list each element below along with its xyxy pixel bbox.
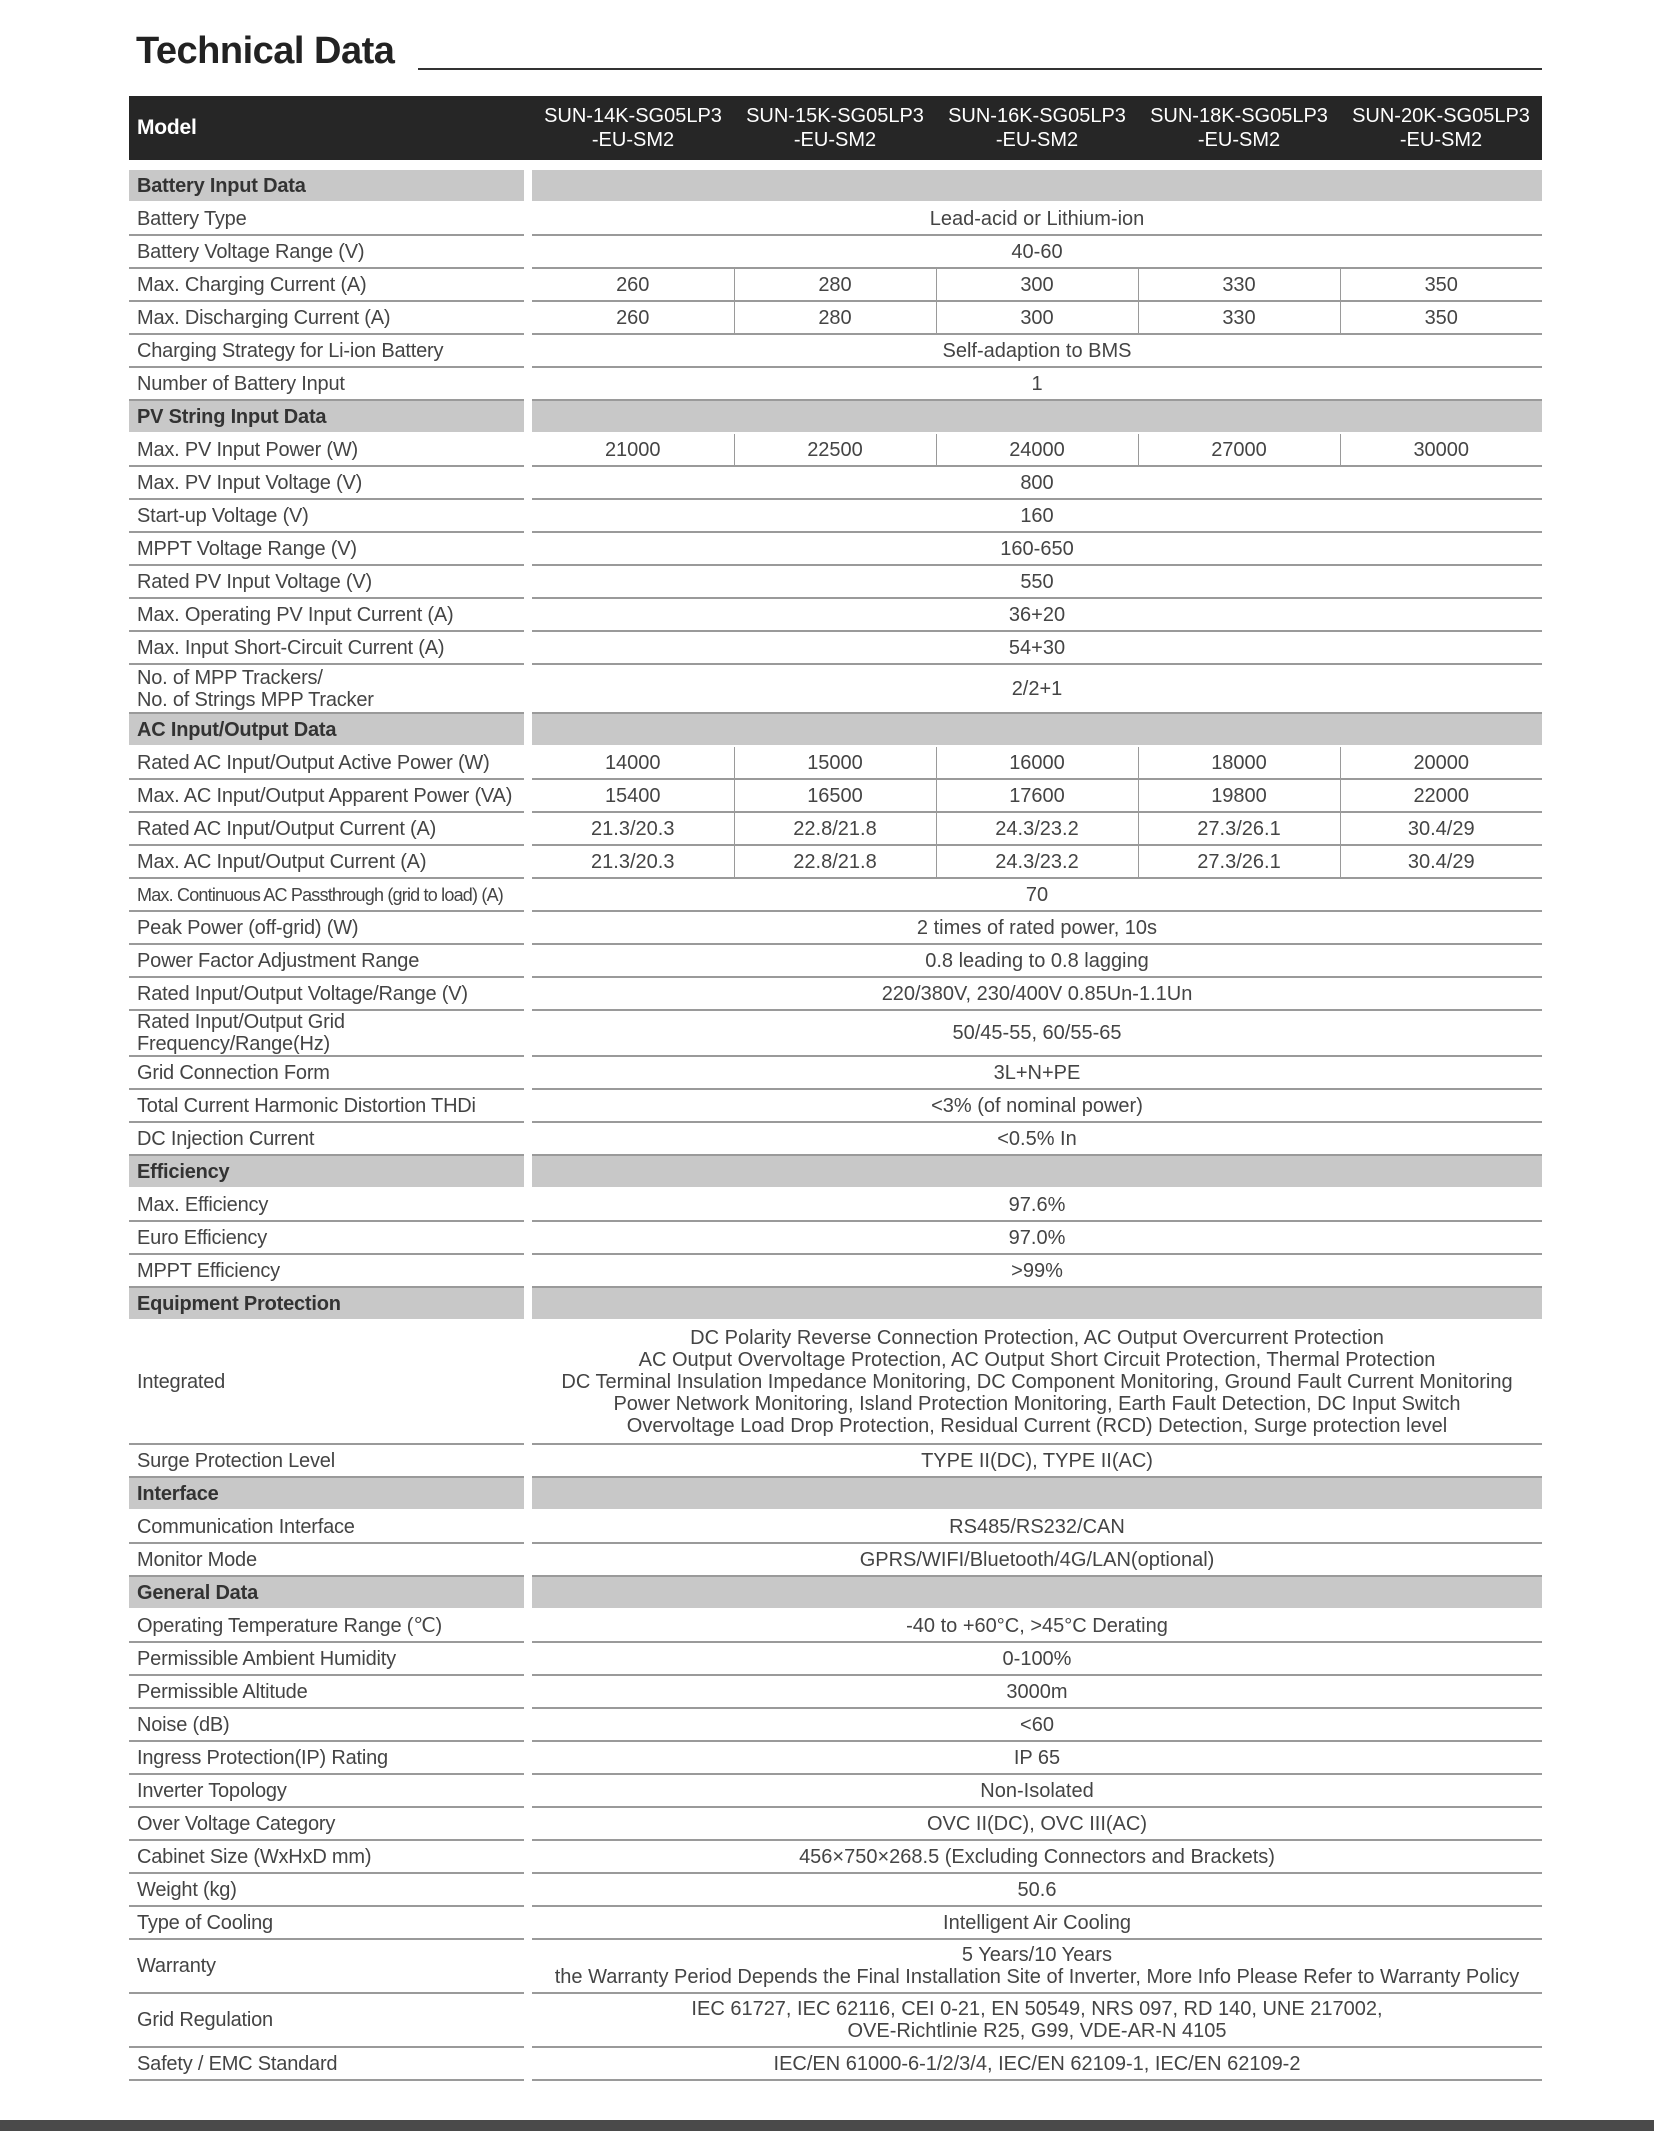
table-row [129,1254,1542,1287]
column-gap [524,1056,532,1089]
row-label: Communication Interface [129,1510,524,1543]
row-label: Battery Voltage Range (V) [129,235,524,268]
row-label: Rated Input/Output Grid Frequency/Range(Hz) [129,1010,524,1056]
row-value: 260 [532,268,734,301]
header-row [129,96,1542,160]
table-row [129,1840,1542,1873]
row-value [532,1939,1542,1993]
row-value: 21.3/20.3 [532,845,734,878]
row-value: 40-60 [532,235,1542,268]
row-label: Warranty [129,1939,524,1993]
footer-bar [0,2120,1654,2131]
column-gap [524,400,532,433]
column-gap [524,746,532,779]
row-label: Max. PV Input Voltage (V) [129,466,524,499]
model-name [936,96,1138,160]
row-label: MPPT Efficiency [129,1254,524,1287]
row-value: 21000 [532,433,734,466]
column-gap [524,1906,532,1939]
text-line: SUN-18K-SG05LP3 [1150,105,1328,127]
row-value: 30.4/29 [1340,812,1542,845]
row-label: Ingress Protection(IP) Rating [129,1741,524,1774]
table-row [129,1188,1542,1221]
row-value: 14000 [532,746,734,779]
row-value: 22500 [734,433,936,466]
text-line: SUN-14K-SG05LP3 [544,105,722,127]
page-title: Technical Data [136,30,395,72]
column-gap [524,845,532,878]
section-band [532,713,1542,746]
table-row [129,1609,1542,1642]
row-value: <60 [532,1708,1542,1741]
row-value: 27.3/26.1 [1138,812,1340,845]
row-value: 21.3/20.3 [532,812,734,845]
row-value: 160 [532,499,1542,532]
column-gap [524,1741,532,1774]
row-value: 350 [1340,301,1542,334]
column-gap [524,367,532,400]
row-value: 70 [532,878,1542,911]
row-label: Max. AC Input/Output Current (A) [129,845,524,878]
column-gap [524,301,532,334]
row-value: 15000 [734,746,936,779]
row-label: Weight (kg) [129,1873,524,1906]
model-name [1138,96,1340,160]
model-label: Model [129,96,524,160]
column-gap [524,1320,532,1444]
row-value: 3000m [532,1675,1542,1708]
row-value: 350 [1340,268,1542,301]
row-label: Rated AC Input/Output Active Power (W) [129,746,524,779]
column-gap [524,1675,532,1708]
row-label: Start-up Voltage (V) [129,499,524,532]
text-line: SUN-16K-SG05LP3 [948,105,1126,127]
row-label: Total Current Harmonic Distortion THDi [129,1089,524,1122]
column-gap [524,1840,532,1873]
table-row [129,631,1542,664]
column-gap [524,1873,532,1906]
row-value [532,1993,1542,2047]
row-value: IP 65 [532,1741,1542,1774]
row-value: 220/380V, 230/400V 0.85Un-1.1Un [532,977,1542,1010]
column-gap [524,598,532,631]
row-value: 0.8 leading to 0.8 lagging [532,944,1542,977]
table-row [129,1089,1542,1122]
row-value: 16000 [936,746,1138,779]
row-label: Type of Cooling [129,1906,524,1939]
row-value: 330 [1138,301,1340,334]
column-gap [524,1089,532,1122]
row-label: Integrated [129,1320,524,1444]
text-line: -EU-SM2 [1399,129,1483,151]
column-gap [524,1774,532,1807]
section-header [129,1576,1542,1609]
row-value: 50.6 [532,1873,1542,1906]
row-value: 97.0% [532,1221,1542,1254]
section-title: Equipment Protection [129,1287,524,1320]
table-row [129,1873,1542,1906]
row-value: 17600 [936,779,1138,812]
row-value: 15400 [532,779,734,812]
section-header [129,713,1542,746]
row-value: 54+30 [532,631,1542,664]
row-value: 24.3/23.2 [936,812,1138,845]
row-value: RS485/RS232/CAN [532,1510,1542,1543]
row-value: 0-100% [532,1642,1542,1675]
row-label [129,664,524,713]
row-label: Surge Protection Level [129,1444,524,1477]
row-label: Euro Efficiency [129,1221,524,1254]
row-label: Permissible Altitude [129,1675,524,1708]
table-row [129,367,1542,400]
section-header [129,400,1542,433]
row-value: 16500 [734,779,936,812]
column-gap [524,1254,532,1287]
table-row [129,1510,1542,1543]
section-header [129,1155,1542,1188]
row-value: 2/2+1 [532,664,1542,713]
row-label: Cabinet Size (WxHxD mm) [129,1840,524,1873]
column-gap [524,1444,532,1477]
model-name [532,96,734,160]
row-value: 24.3/23.2 [936,845,1138,878]
text-line: SUN-20K-SG05LP3 [1352,105,1530,127]
text-line: 5 Years/10 Years [961,1944,1113,1966]
column-gap [524,202,532,235]
column-gap [524,1708,532,1741]
row-label: Max. Charging Current (A) [129,268,524,301]
row-value: 550 [532,565,1542,598]
text-line: SUN-15K-SG05LP3 [746,105,924,127]
row-value: 300 [936,301,1138,334]
table-row [129,466,1542,499]
row-label: Operating Temperature Range (℃) [129,1609,524,1642]
section-band [532,400,1542,433]
column-gap [524,268,532,301]
section-header [129,170,1542,202]
table-row [129,1010,1542,1056]
table-row [129,746,1542,779]
row-value: 24000 [936,433,1138,466]
column-gap [524,565,532,598]
table-row [129,944,1542,977]
column-gap [524,235,532,268]
row-label: Max. Discharging Current (A) [129,301,524,334]
row-value: 27.3/26.1 [1138,845,1340,878]
column-gap [524,1609,532,1642]
section-title: Battery Input Data [129,170,524,202]
section-title: PV String Input Data [129,400,524,433]
table-row [129,1774,1542,1807]
section-title: General Data [129,1576,524,1609]
row-value: Self-adaption to BMS [532,334,1542,367]
row-label: DC Injection Current [129,1122,524,1155]
row-value: 22000 [1340,779,1542,812]
text-line: -EU-SM2 [591,129,675,151]
text-line: the Warranty Period Depends the Final Installation Site of Inverter, More Info Please Refer to Warranty Policy [554,1966,1520,1988]
row-value: Intelligent Air Cooling [532,1906,1542,1939]
column-gap [524,1188,532,1221]
column-gap [524,466,532,499]
text-line: No. of MPP Trackers/ [137,666,323,689]
row-label: Power Factor Adjustment Range [129,944,524,977]
model-name [734,96,936,160]
row-label: Peak Power (off-grid) (W) [129,911,524,944]
table-row [129,1320,1542,1444]
column-gap [524,812,532,845]
table-row [129,532,1542,565]
row-value: 456×750×268.5 (Excluding Connectors and Brackets) [532,1840,1542,1873]
row-value: 800 [532,466,1542,499]
column-gap [524,664,532,713]
text-line: -EU-SM2 [793,129,877,151]
row-value: 160-650 [532,532,1542,565]
column-gap [524,170,532,202]
row-value: 22.8/21.8 [734,845,936,878]
table-row [129,1906,1542,1939]
table-row [129,2047,1542,2080]
table-row [129,1642,1542,1675]
column-gap [524,1510,532,1543]
technical-data-table [129,96,1542,2081]
section-header [129,1287,1542,1320]
table-row [129,268,1542,301]
column-gap [524,1221,532,1254]
row-value: Lead-acid or Lithium-ion [532,202,1542,235]
column-gap [524,1122,532,1155]
table-row [129,1444,1542,1477]
row-value: Non-Isolated [532,1774,1542,1807]
table-row [129,433,1542,466]
table-row [129,1741,1542,1774]
column-gap [524,977,532,1010]
row-label: Max. Operating PV Input Current (A) [129,598,524,631]
table-row [129,301,1542,334]
section-band [532,1477,1542,1510]
column-gap [524,334,532,367]
row-value: 97.6% [532,1188,1542,1221]
row-label: Battery Type [129,202,524,235]
column-gap [524,1807,532,1840]
row-value: 280 [734,301,936,334]
row-label: MPPT Voltage Range (V) [129,532,524,565]
row-label: Grid Connection Form [129,1056,524,1089]
column-gap [524,1993,532,2047]
row-value: OVC II(DC), OVC III(AC) [532,1807,1542,1840]
row-value: 27000 [1138,433,1340,466]
column-gap [524,1543,532,1576]
row-label: Rated PV Input Voltage (V) [129,565,524,598]
row-label: Max. Continuous AC Passthrough (grid to load) (A) [129,878,524,911]
table-row [129,779,1542,812]
table-row [129,878,1542,911]
column-gap [524,944,532,977]
text-line: AC Output Overvoltage Protection, AC Output Short Circuit Protection, Thermal Protection [638,1349,1436,1371]
table-row [129,565,1542,598]
row-label: Rated Input/Output Voltage/Range (V) [129,977,524,1010]
table-row [129,1807,1542,1840]
row-label: Charging Strategy for Li-ion Battery [129,334,524,367]
row-value: <0.5% In [532,1122,1542,1155]
row-value: 2 times of rated power, 10s [532,911,1542,944]
row-value: GPRS/WIFI/Bluetooth/4G/LAN(optional) [532,1543,1542,1576]
row-value: 19800 [1138,779,1340,812]
table-row [129,977,1542,1010]
table-row [129,1675,1542,1708]
text-line: OVE-Richtlinie R25, G99, VDE-AR-N 4105 [847,2020,1227,2042]
table-row [129,1056,1542,1089]
table-row [129,499,1542,532]
column-gap [524,911,532,944]
row-value: 30.4/29 [1340,845,1542,878]
row-label: Safety / EMC Standard [129,2047,524,2080]
row-value: 330 [1138,268,1340,301]
section-band [532,1155,1542,1188]
section-header [129,1477,1542,1510]
row-value: IEC/EN 61000-6-1/2/3/4, IEC/EN 62109-1, IEC/EN 62109-2 [532,2047,1542,2080]
row-label: Max. PV Input Power (W) [129,433,524,466]
column-gap [524,96,532,160]
table-row [129,235,1542,268]
row-value: 3L+N+PE [532,1056,1542,1089]
table-row [129,911,1542,944]
column-gap [524,1155,532,1188]
row-label: Noise (dB) [129,1708,524,1741]
column-gap [524,713,532,746]
row-label: Monitor Mode [129,1543,524,1576]
column-gap [524,1576,532,1609]
row-value: 30000 [1340,433,1542,466]
table-row [129,812,1542,845]
table-row [129,845,1542,878]
row-value [532,1320,1542,1444]
row-label: Permissible Ambient Humidity [129,1642,524,1675]
table-row [129,598,1542,631]
section-title: AC Input/Output Data [129,713,524,746]
table-row [129,1543,1542,1576]
text-line: -EU-SM2 [1197,129,1281,151]
row-label: Over Voltage Category [129,1807,524,1840]
table-row [129,334,1542,367]
table-row [129,1708,1542,1741]
row-label: Max. Efficiency [129,1188,524,1221]
text-line: DC Terminal Insulation Impedance Monitoring, DC Component Monitoring, Ground Fault Current Monitoring [561,1371,1513,1393]
row-value: 18000 [1138,746,1340,779]
table-row [129,1939,1542,1993]
column-gap [524,499,532,532]
model-name [1340,96,1542,160]
section-title: Interface [129,1477,524,1510]
column-gap [524,2047,532,2080]
row-label: Max. AC Input/Output Apparent Power (VA) [129,779,524,812]
text-line: No. of Strings MPP Tracker [137,688,374,711]
row-value: 36+20 [532,598,1542,631]
column-gap [524,433,532,466]
section-band [532,1287,1542,1320]
table-row [129,664,1542,713]
row-label: Max. Input Short-Circuit Current (A) [129,631,524,664]
header-spacer [129,160,1542,170]
row-value: >99% [532,1254,1542,1287]
row-label: Number of Battery Input [129,367,524,400]
text-line: Overvoltage Load Drop Protection, Residual Current (RCD) Detection, Surge protection level [626,1415,1448,1437]
column-gap [524,878,532,911]
column-gap [524,1477,532,1510]
column-gap [524,1010,532,1056]
row-value: 260 [532,301,734,334]
row-value: 300 [936,268,1138,301]
row-value: 280 [734,268,936,301]
text-line: DC Polarity Reverse Connection Protection, AC Output Overcurrent Protection [690,1327,1384,1349]
row-label: Grid Regulation [129,1993,524,2047]
row-value: 50/45-55, 60/55-65 [532,1010,1542,1056]
table-row [129,1122,1542,1155]
column-gap [524,1939,532,1993]
row-value: 22.8/21.8 [734,812,936,845]
column-gap [524,1642,532,1675]
row-label: Inverter Topology [129,1774,524,1807]
column-gap [524,532,532,565]
section-title: Efficiency [129,1155,524,1188]
text-line: -EU-SM2 [995,129,1079,151]
row-label: Rated AC Input/Output Current (A) [129,812,524,845]
title-rule [418,68,1542,70]
text-line: Power Network Monitoring, Island Protection Monitoring, Earth Fault Detection, DC Input Switch [613,1393,1461,1415]
row-value: <3% (of nominal power) [532,1089,1542,1122]
text-line: IEC 61727, IEC 62116, CEI 0-21, EN 50549, NRS 097, RD 140, UNE 217002, [691,1998,1383,2020]
row-value: -40 to +60°C, >45°C Derating [532,1609,1542,1642]
column-gap [524,779,532,812]
section-band [532,170,1542,202]
table-row [129,1993,1542,2047]
row-value: 1 [532,367,1542,400]
table-row [129,202,1542,235]
row-value: 20000 [1340,746,1542,779]
column-gap [524,631,532,664]
row-value: TYPE II(DC), TYPE II(AC) [532,1444,1542,1477]
column-gap [524,1287,532,1320]
section-band [532,1576,1542,1609]
table-row [129,1221,1542,1254]
